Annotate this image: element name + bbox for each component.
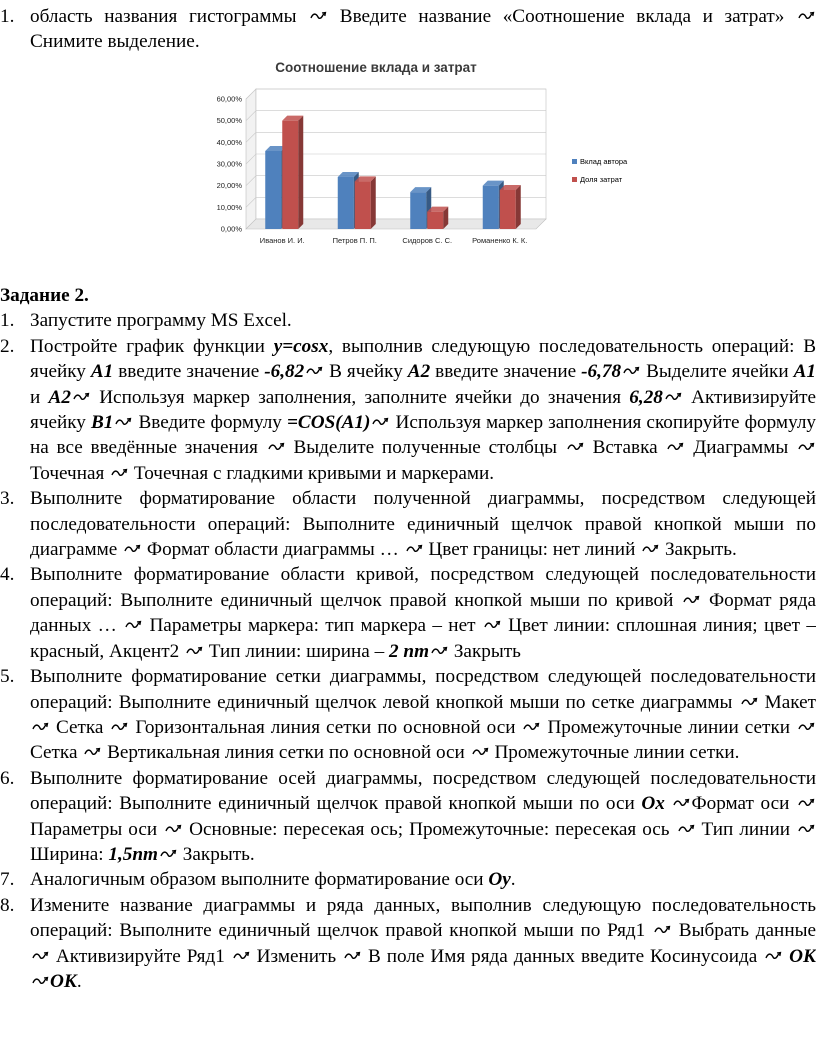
legend-label: Доля затрат bbox=[580, 175, 623, 184]
arrow-icon bbox=[471, 747, 489, 757]
bar-front bbox=[282, 121, 298, 229]
arrow-icon bbox=[797, 798, 815, 808]
bar-front bbox=[265, 151, 281, 229]
emphasis-text: y=cosx bbox=[273, 335, 329, 357]
arrow-icon bbox=[123, 544, 141, 554]
step-text: Выполните форматирование сетки диаграммы, посредством следующей последовательности операций: Выполните единичный щелчок левой кнопкой мыши по сетке диаграммы bbox=[30, 666, 816, 713]
arrow-icon bbox=[430, 646, 448, 656]
step-text: . bbox=[510, 869, 516, 891]
emphasis-text: -6,82 bbox=[264, 361, 305, 383]
step-text bbox=[665, 793, 672, 814]
x-tick-label: Романенко К. К. bbox=[472, 236, 528, 245]
step-text: Диаграммы bbox=[685, 437, 796, 459]
task-list bbox=[0, 308, 816, 994]
y-tick-label: 40,00% bbox=[216, 137, 242, 147]
list-number: 2. bbox=[0, 335, 15, 357]
step-text: Промежуточные линии сетки bbox=[541, 716, 797, 738]
step-text: Формат ряда данных … bbox=[30, 589, 816, 637]
arrow-icon bbox=[83, 747, 101, 757]
step-text: Запустите программу MS Excel. bbox=[30, 310, 292, 332]
step-text: Основные: пересекая ось; Промежуточные: пересекая ось bbox=[183, 818, 676, 840]
bar-chart bbox=[200, 57, 628, 257]
step-text: Сетка bbox=[30, 742, 83, 764]
list-number: 3. bbox=[0, 488, 15, 510]
arrow-icon bbox=[641, 544, 659, 554]
arrow-icon bbox=[72, 392, 90, 402]
emphasis-text: ОК bbox=[789, 945, 816, 967]
arrow-icon bbox=[114, 417, 132, 427]
emphasis-text: B1 bbox=[91, 412, 114, 434]
step-text: введите значение bbox=[430, 361, 582, 383]
step-text: Вертикальная линия сетки по основной оси bbox=[102, 742, 470, 764]
arrow-icon bbox=[159, 849, 177, 859]
step-text: Ширина: bbox=[30, 843, 109, 865]
legend-swatch bbox=[572, 159, 577, 164]
list-item bbox=[0, 334, 816, 486]
arrow-icon bbox=[664, 392, 682, 402]
list-number: 5. bbox=[0, 666, 15, 688]
y-tick-label: 30,00% bbox=[216, 159, 242, 169]
list-item bbox=[0, 867, 816, 892]
legend-entry bbox=[572, 167, 622, 192]
arrow-icon bbox=[110, 468, 128, 478]
emphasis-text: A1 bbox=[793, 361, 816, 383]
bar-side bbox=[516, 185, 521, 229]
arrow-icon bbox=[31, 976, 49, 986]
arrow-icon bbox=[740, 697, 758, 707]
step-text: Формат области диаграммы … bbox=[142, 539, 404, 561]
y-tick-label: 0,00% bbox=[220, 224, 242, 234]
step-text: и bbox=[30, 386, 49, 408]
step-text: Изменить bbox=[250, 945, 343, 967]
chart-svg bbox=[200, 57, 560, 257]
step-text: В поле Имя ряда данных введите Косинусоида bbox=[362, 945, 764, 967]
y-tick-label: 20,00% bbox=[216, 181, 242, 191]
x-tick-label: Иванов И. И. bbox=[259, 236, 305, 245]
chart-title: Соотношение вклада и затрат bbox=[275, 60, 477, 75]
emphasis-text: A2 bbox=[48, 386, 71, 408]
bar-front bbox=[483, 186, 499, 229]
arrow-icon bbox=[124, 620, 142, 630]
arrow-icon bbox=[31, 722, 49, 732]
step-text: Используя маркер заполнения скопируйте формулу на все введённые значения bbox=[30, 412, 816, 459]
step-text: Вставка bbox=[584, 437, 666, 459]
step-text: область названия гистограммы bbox=[30, 6, 297, 27]
bar-front bbox=[410, 192, 426, 229]
arrow-icon bbox=[653, 925, 671, 935]
y-tick-label: 60,00% bbox=[216, 94, 242, 104]
step-text: Сетка bbox=[50, 716, 110, 738]
arrow-icon bbox=[677, 824, 695, 834]
step-text: Горизонтальная линия сетки по основной оси bbox=[129, 716, 522, 738]
arrow-icon bbox=[343, 951, 361, 961]
list-number: 7. bbox=[0, 869, 15, 891]
arrow-icon bbox=[483, 620, 501, 630]
emphasis-text: =COS(A1) bbox=[286, 412, 371, 434]
emphasis-text: Oy bbox=[488, 869, 511, 891]
arrow-icon bbox=[682, 595, 700, 605]
arrow-icon bbox=[522, 722, 540, 732]
step-text: Выполните форматирование осей диаграммы, посредством следующей последовательности операций: Выполните единичный щелчок правой кнопкой мыши по оси bbox=[30, 767, 816, 815]
step-text: Формат оси bbox=[691, 793, 796, 815]
arrow-icon bbox=[622, 366, 640, 376]
step-text: Снимите выделение. bbox=[30, 31, 200, 53]
list-number: 8. bbox=[0, 894, 15, 916]
emphasis-text: Ox bbox=[641, 793, 665, 815]
arrow-icon bbox=[232, 951, 250, 961]
step-text: Активизируйте Ряд1 bbox=[50, 945, 231, 967]
y-tick-label: 50,00% bbox=[216, 116, 242, 126]
arrow-icon bbox=[405, 544, 423, 554]
step-text: Закрыть. bbox=[178, 843, 255, 865]
arrow-icon bbox=[110, 722, 128, 732]
arrow-icon bbox=[764, 951, 782, 961]
arrow-icon bbox=[566, 442, 584, 452]
emphasis-text: 6,28 bbox=[629, 386, 663, 408]
x-tick-label: Петров П. П. bbox=[332, 236, 377, 245]
arrow-icon bbox=[672, 798, 690, 808]
step-text: Постройте график функции bbox=[30, 335, 274, 357]
step-text: Выделите полученные столбцы bbox=[285, 437, 565, 459]
step-text: . bbox=[76, 970, 82, 992]
legend-swatch bbox=[572, 177, 577, 182]
step-text: Выполните форматирование области полученной диаграммы, посредством следующей последовательности операций: Выполните единичный щелчок правой кнопкой мыши по диаграмме bbox=[30, 488, 816, 561]
emphasis-text: 1,5nm bbox=[108, 843, 158, 865]
list-item bbox=[0, 4, 816, 55]
bar-front bbox=[500, 190, 516, 229]
list-item bbox=[0, 893, 816, 995]
step-text: Тип линии bbox=[695, 818, 796, 840]
arrow-icon bbox=[797, 824, 815, 834]
list-number: 1. bbox=[0, 310, 15, 332]
list-item bbox=[0, 766, 816, 868]
list-number: 1. bbox=[0, 6, 15, 27]
list-item bbox=[0, 562, 816, 664]
step-text: Макет bbox=[758, 691, 816, 713]
list-item bbox=[0, 486, 816, 562]
top-list bbox=[0, 4, 816, 55]
emphasis-text: ОК bbox=[50, 970, 77, 992]
step-text: Цвет границы: нет линий bbox=[423, 539, 641, 561]
step-text: Параметры маркера: тип маркера – нет bbox=[143, 615, 482, 637]
step-text: Введите формулу bbox=[133, 412, 287, 434]
arrow-icon bbox=[164, 824, 182, 834]
step-text: Активизируйте ячейку bbox=[30, 386, 816, 434]
step-text: Измените название диаграммы и ряда данных, выполнив следующую последовательность операций: Выполните единичный щелчок правой кнопкой мыши по Ряд1 bbox=[30, 894, 816, 942]
list-item bbox=[0, 308, 816, 333]
list-item bbox=[0, 664, 816, 766]
bar-front bbox=[355, 181, 371, 229]
step-text: Используя маркер заполнения, заполните ячейки до значения bbox=[90, 386, 630, 408]
step-text: Закрыть. bbox=[660, 539, 737, 561]
arrow-icon bbox=[185, 646, 203, 656]
arrow-icon bbox=[797, 442, 815, 452]
step-text: Выбрать данные bbox=[672, 920, 816, 942]
step-text: Точечная bbox=[30, 462, 110, 484]
step-text: Точечная с гладкими кривыми и маркерами. bbox=[129, 462, 495, 484]
step-text: Промежуточные линии сетки. bbox=[489, 742, 740, 764]
arrow-icon bbox=[267, 442, 285, 452]
arrow-icon bbox=[31, 951, 49, 961]
bar-front bbox=[427, 212, 443, 229]
bar-front bbox=[338, 177, 354, 229]
step-text: Выделите ячейки bbox=[641, 361, 794, 383]
step-text: , выполнив следующую последовательность операций: В ячейку bbox=[30, 335, 816, 383]
arrow-icon bbox=[797, 11, 815, 21]
step-text: введите значение bbox=[113, 361, 265, 383]
bar-side bbox=[371, 176, 376, 229]
step-text: Введите название «Соотношение вклада и затрат» bbox=[339, 6, 785, 27]
emphasis-text: A2 bbox=[407, 361, 431, 383]
arrow-icon bbox=[305, 366, 323, 376]
arrow-icon bbox=[371, 417, 389, 427]
legend-label: Вклад автора bbox=[580, 157, 628, 166]
step-text: Закрыть bbox=[449, 640, 521, 662]
bar-side bbox=[298, 116, 303, 229]
step-text: Выполните форматирование области кривой, посредством следующей последовательности операций: Выполните единичный щелчок правой кнопкой мыши по кривой bbox=[30, 564, 816, 611]
step-text: Цвет линии: сплошная линия; цвет – красный, Акцент2 bbox=[30, 615, 816, 662]
step-text: Параметры оси bbox=[30, 818, 164, 840]
y-tick-label: 10,00% bbox=[216, 202, 242, 212]
emphasis-text: A1 bbox=[90, 361, 114, 383]
step-text: Тип линии: ширина – bbox=[203, 640, 390, 662]
step-text: В ячейку bbox=[324, 361, 408, 383]
emphasis-text: -6,78 bbox=[581, 361, 622, 383]
arrow-icon bbox=[309, 11, 327, 21]
emphasis-text: 2 nm bbox=[389, 640, 430, 662]
task-section bbox=[0, 283, 816, 994]
step-text: Аналогичным образом выполните форматирование оси bbox=[30, 869, 489, 891]
task-title: Задание 2. bbox=[0, 285, 89, 306]
list-number: 4. bbox=[0, 564, 15, 586]
arrow-icon bbox=[666, 442, 684, 452]
arrow-icon bbox=[797, 722, 815, 732]
list-number: 6. bbox=[0, 767, 15, 789]
x-tick-label: Сидоров С. С. bbox=[402, 236, 453, 245]
